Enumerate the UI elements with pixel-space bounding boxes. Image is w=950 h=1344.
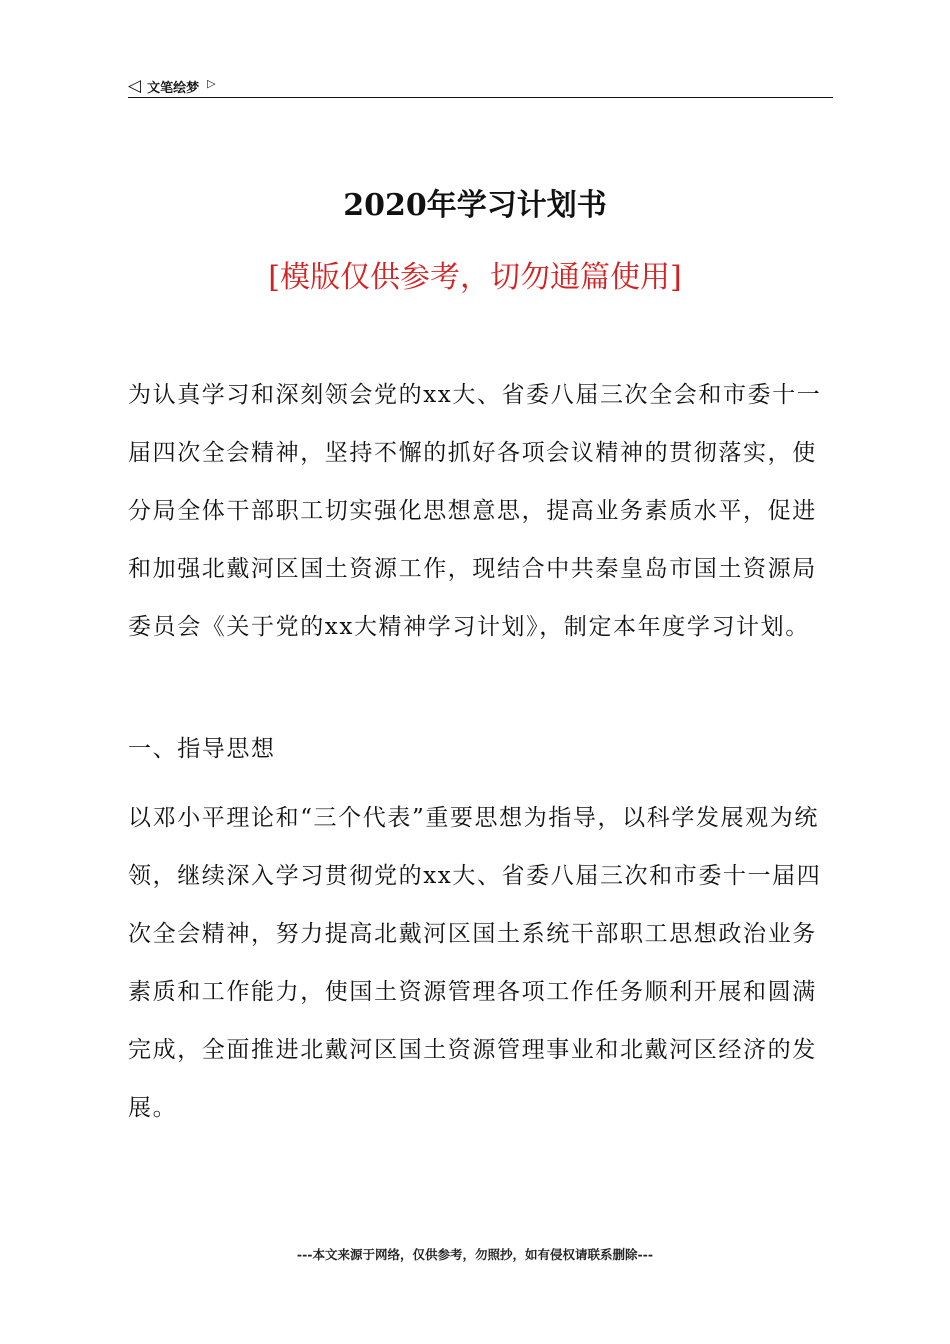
triangle-right-icon: ▷ bbox=[207, 76, 216, 90]
page-header bbox=[128, 74, 833, 98]
footer-notice: ---本文来源于网络，仅供参考，勿照抄，如有侵权请联系删除--- bbox=[296, 1247, 654, 1262]
header-label: 文笔绘梦 bbox=[147, 80, 200, 96]
header-divider bbox=[128, 97, 833, 98]
paragraph-guiding-thought: 以邓小平理论和“三个代表”重要思想为指导，以科学发展观为统领，继续深入学习贯彻党的xx大、省委八届三次和市委十一届四次全会精神，努力提高北戴河区国土系统干部职工思想政治业务素质和工作能力，使国土资源管理各项工作任务顺利开展和圆满完成，全面推进北戴河区国土资源管理事业和北戴河区经济的发展。 bbox=[128, 805, 822, 1121]
document-title: 2020年学习计划书 bbox=[343, 188, 607, 223]
document-subtitle: [模版仅供参考，切勿通篇使用] bbox=[268, 260, 682, 295]
section-heading: 一、指导思想 bbox=[128, 736, 276, 762]
triangle-left-icon: ◁ bbox=[128, 75, 142, 96]
paragraph-intro: 为认真学习和深刻领会党的xx大、省委八届三次全会和市委十一届四次全会精神，坚持不懈的抓好各项会议精神的贯彻落实，使分局全体干部职工切实强化思想意思，提高业务素质水平，促进和加强北戴河区国土资源工作，现结合中共秦皇岛市国土资源局委员会《关于党的xx大精神学习计划》，制定本年度学习计划。 bbox=[128, 382, 822, 640]
